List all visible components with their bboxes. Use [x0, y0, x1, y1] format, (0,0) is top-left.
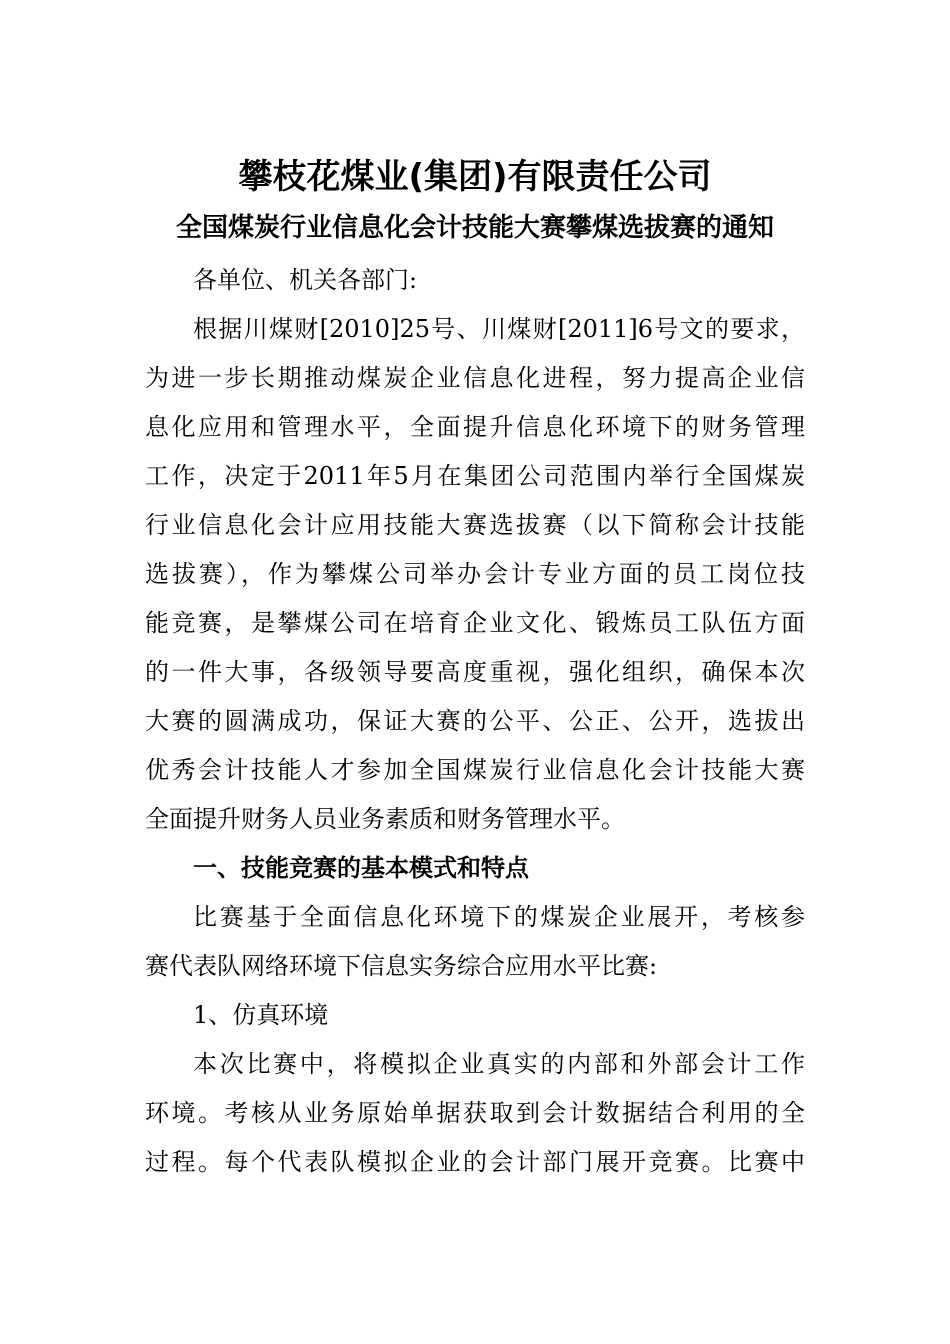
- paragraph-line: 环境。考核从业务原始单据获取到会计数据结合利用的全: [145, 1099, 805, 1127]
- paragraph-line: 行业信息化会计应用技能大赛选拔赛（以下简称会计技能: [145, 511, 805, 539]
- paragraph-line: 优秀会计技能人才参加全国煤炭行业信息化会计技能大赛: [145, 756, 805, 784]
- document-title: 攀枝花煤业(集团)有限责任公司: [238, 157, 712, 197]
- document-subtitle: 全国煤炭行业信息化会计技能大赛攀煤选拔赛的通知: [175, 213, 774, 243]
- document-body: [145, 256, 805, 1187]
- paragraph-line: 工作，决定于2011年5月在集团公司范围内举行全国煤炭: [145, 462, 805, 490]
- paragraph-line: 的一件大事，各级领导要高度重视，强化组织，确保本次: [145, 658, 805, 686]
- paragraph-line: 息化应用和管理水平，全面提升信息化环境下的财务管理: [145, 413, 805, 441]
- paragraph-line: 选拔赛），作为攀煤公司举办会计专业方面的员工岗位技: [145, 560, 805, 588]
- list-item-heading: 1、仿真环境: [193, 1001, 329, 1029]
- paragraph-line: 大赛的圆满成功，保证大赛的公平、公正、公开，选拔出: [145, 707, 805, 735]
- salutation: 各单位、机关各部门:: [193, 266, 418, 294]
- paragraph-line: 本次比赛中，将模拟企业真实的内部和外部会计工作: [193, 1050, 805, 1078]
- paragraph-line: 比赛基于全面信息化环境下的煤炭企业展开，考核参: [193, 903, 805, 931]
- paragraph-line: 过程。每个代表队模拟企业的会计部门展开竞赛。比赛中: [145, 1148, 805, 1176]
- section-heading: 一、技能竞赛的基本模式和特点: [193, 854, 529, 882]
- paragraph-line: 全面提升财务人员业务素质和财务管理水平。: [145, 805, 625, 833]
- paragraph-line: 能竞赛，是攀煤公司在培育企业文化、锻炼员工队伍方面: [145, 609, 805, 637]
- paragraph-line: 赛代表队网络环境下信息实务综合应用水平比赛:: [145, 952, 658, 980]
- paragraph-line: 为进一步长期推动煤炭企业信息化进程，努力提高企业信: [145, 364, 805, 392]
- paragraph-line: 根据川煤财[2010]25号、川煤财[2011]6号文的要求，: [193, 315, 805, 343]
